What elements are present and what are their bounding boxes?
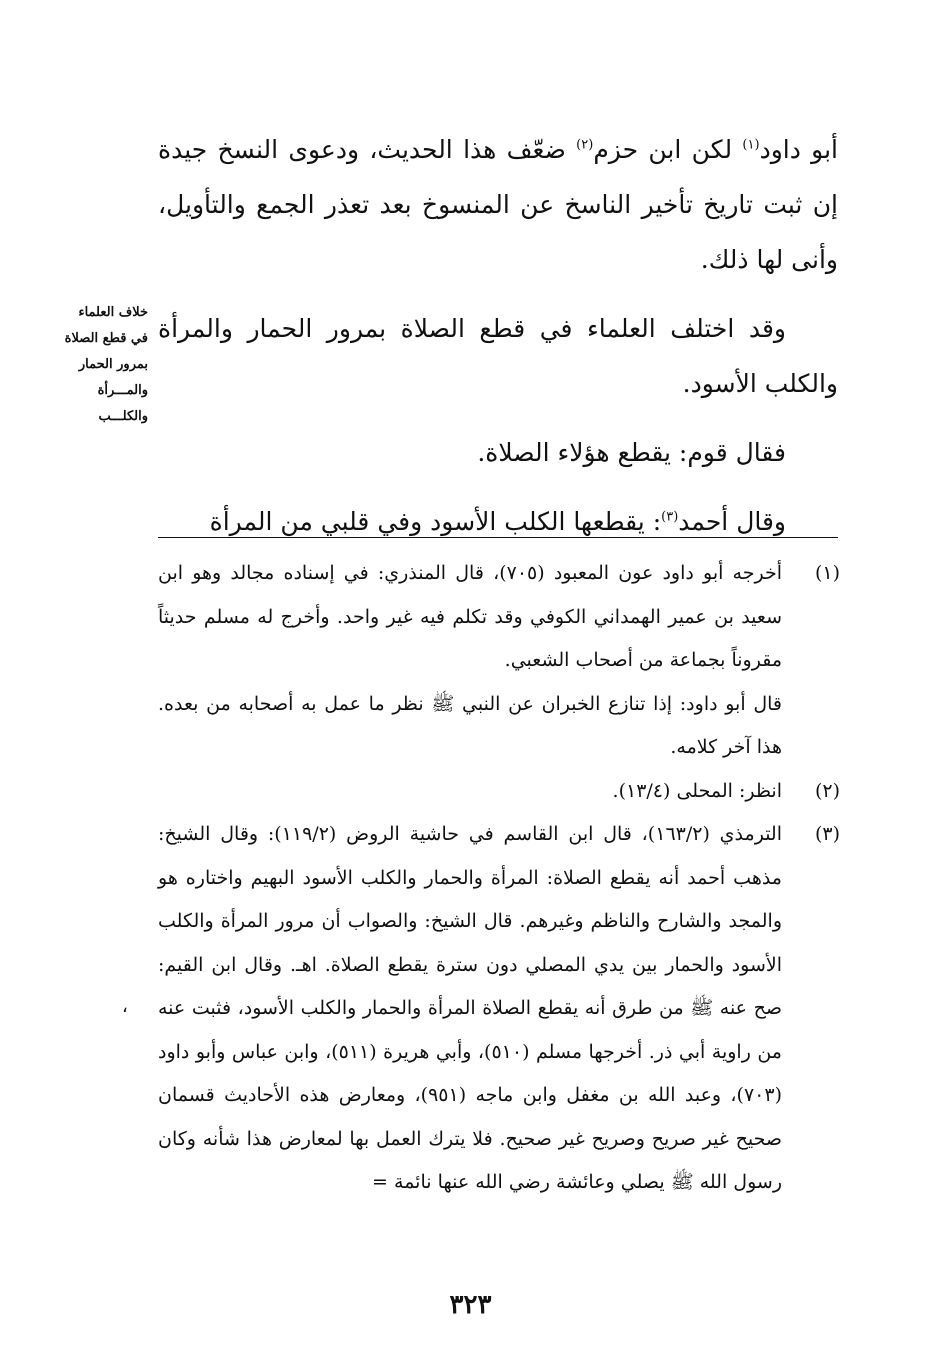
margin-heading-line: خلاف العلماء bbox=[78, 305, 148, 320]
text-run: لكن ابن حزم bbox=[593, 135, 743, 164]
footnote-text: انظر: المحلى (١٣/٤). bbox=[612, 779, 782, 802]
text-run: أبو داود bbox=[759, 135, 838, 164]
page-number: ٣٢٣ bbox=[449, 1290, 492, 1320]
footnote-separator bbox=[158, 537, 838, 538]
text-run: ضعّف هذا الحديث، ودعوى النسخ جيدة إن ثبت تاريخ تأخير الناسخ عن المنسوخ بعد تعذر الجمع والتأويل، وأنى لها ذلك. bbox=[158, 135, 838, 274]
footnote-2 bbox=[158, 770, 840, 814]
footnote-text: أخرجه أبو داود عون المعبود (٧٠٥)، قال المنذري: في إسناده مجالد وهو ابن سعيد بن عمير الهمداني الكوفي وقد تكلم فيه غير واحد. وأخرج له مسلم حديثاً مقروناً بجماعة من أصحاب الشعبي. bbox=[158, 562, 782, 671]
footnote-number: (٢) bbox=[814, 779, 840, 802]
margin-heading-line: بمرور الحمار bbox=[78, 357, 148, 372]
margin-heading bbox=[52, 300, 148, 430]
footnote-text: الترمذي (١٦٣/٢)، قال ابن القاسم في حاشية الروض (١١٩/٢): وقال الشيخ: مذهب أحمد أنه يقطع الصلاة: المرأة والحمار والكلب الأسود البهيم واختاره هو والمجد والشارح والناظم وغيرهم. قال الشيخ: والصواب أن مرور المرأة والكلب الأسود والحمار بين يدي المصلي دون سترة يقطع الصلاة. اهـ. وقال ابن القيم: صح عنه ﷺ من طرق أنه يقطع الصلاة المرأة والحمار والكلب الأسود، فثبت عنه من راوية أبي ذر. أخرجها مسلم (٥١٠)، وأبي هريرة (٥١١)، وابن عباس وأبو داود (٧٠٣)، وعبد الله بن مغفل وابن ماجه (٩٥١)، ومعارض هذه الأحاديث قسمان صحيح غير صريح وصريح غير صحيح. فلا يترك العمل بها لمعارض هذا شأنه وكان رسول الله ﷺ يصلي وعائشة رضي الله عنها نائمة = bbox=[158, 823, 783, 1193]
paragraph-2: وقد اختلف العلماء في قطع الصلاة بمرور الحمار والمرأة والكلب الأسود. bbox=[158, 314, 838, 398]
paragraph-4 bbox=[158, 494, 838, 549]
margin-mark: ، bbox=[122, 996, 128, 1017]
footnote-ref-2[interactable]: (٢) bbox=[576, 137, 594, 153]
margin-heading-line: في قطع الصلاة bbox=[64, 331, 148, 346]
footnotes bbox=[158, 552, 840, 1205]
footnote-ref-3[interactable]: (٣) bbox=[661, 509, 679, 525]
footnote-3 bbox=[158, 813, 840, 1205]
main-text bbox=[158, 122, 838, 549]
margin-heading-line: والكلـــب bbox=[98, 409, 148, 424]
footnote-1 bbox=[158, 552, 840, 683]
paragraph-3: فقال قوم: يقطع هؤلاء الصلاة. bbox=[477, 438, 786, 467]
footnote-1-continued: قال أبو داود: إذا تنازع الخبران عن النبي ﷺ نظر ما عمل به أصحابه من بعده. هذا آخر كلامه. bbox=[158, 692, 782, 758]
text-run: : يقطعها الكلب الأسود وفي قلبي من المرأة bbox=[209, 507, 662, 536]
footnote-number: (١) bbox=[814, 562, 840, 584]
text-run: وقال أحمد bbox=[678, 507, 786, 536]
margin-heading-line: والمـــرأة bbox=[97, 383, 148, 398]
footnote-number: (٣) bbox=[814, 823, 840, 845]
footnote-ref-1[interactable]: (١) bbox=[742, 137, 760, 153]
paragraph-1 bbox=[158, 122, 838, 287]
